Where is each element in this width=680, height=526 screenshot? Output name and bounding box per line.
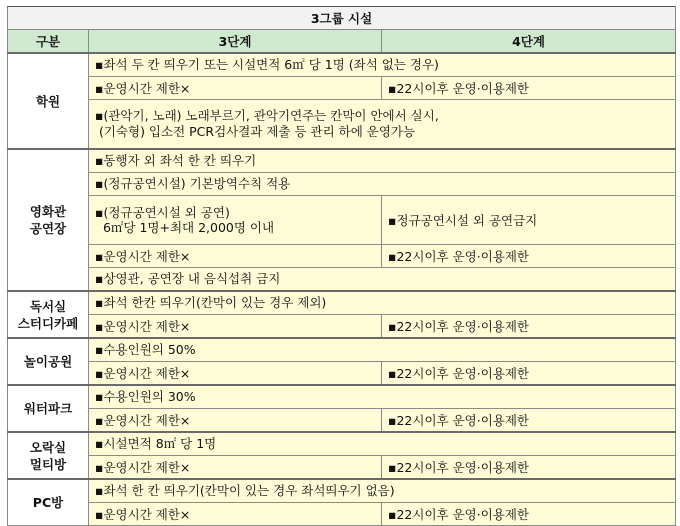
table-title: 3그룹 시설	[8, 7, 676, 30]
rule-cell-span: ▪동행자 외 좌석 한 칸 띄우기	[89, 149, 676, 173]
rule-cell-stage4: ▪22시이후 운영·이용제한	[382, 362, 676, 386]
table-row	[8, 77, 676, 100]
rule-cell-stage3: ▪운영시간 제한×	[89, 315, 382, 339]
table-row	[8, 268, 676, 292]
table-row	[8, 173, 676, 196]
table-row	[8, 291, 676, 315]
table-row	[8, 362, 676, 386]
table-row	[8, 479, 676, 503]
rule-cell-span: ▪(관악기, 노래) 노래부르기, 관악기연주는 칸막이 안에서 실시, (기숙형) 입소전 PCR검사결과 제출 등 관리 하에 운영가능	[89, 100, 676, 150]
table-row	[8, 149, 676, 173]
rule-cell-stage4: ▪정규공연시설 외 공연금지	[382, 196, 676, 245]
title-row	[8, 7, 676, 30]
category-cell: 워터파크	[8, 385, 89, 432]
table-row	[8, 196, 676, 245]
table-row	[8, 409, 676, 433]
rule-cell-span: ▪수용인원의 30%	[89, 385, 676, 409]
rule-cell-stage3: ▪운영시간 제한×	[89, 362, 382, 386]
table-row	[8, 456, 676, 480]
rule-cell-stage3: ▪운영시간 제한×	[89, 409, 382, 433]
table-row	[8, 53, 676, 77]
rule-cell-stage4: ▪22시이후 운영·이용제한	[382, 409, 676, 433]
header-row	[8, 30, 676, 54]
rule-cell-span: ▪좌석 두 칸 띄우기 또는 시설면적 6㎡ 당 1명 (좌석 없는 경우)	[89, 53, 676, 77]
rule-cell-span: ▪시설면적 8㎡ 당 1명	[89, 432, 676, 456]
header-stage4: 4단계	[382, 30, 676, 54]
rule-cell-span: ▪좌석 한칸 띄우기(칸막이 있는 경우 제외)	[89, 291, 676, 315]
rule-cell-stage3: ▪운영시간 제한×	[89, 503, 382, 526]
rule-cell-span: ▪상영관, 공연장 내 음식섭취 금지	[89, 268, 676, 292]
category-cell: 오락실 멀티방	[8, 432, 89, 479]
category-cell: PC방	[8, 479, 89, 526]
facility-rules-table	[7, 6, 676, 526]
table-row	[8, 338, 676, 362]
rule-cell-span: ▪좌석 한 칸 띄우기(칸막이 있는 경우 좌석띄우기 없음)	[89, 479, 676, 503]
rule-cell-stage4: ▪22시이후 운영·이용제한	[382, 456, 676, 480]
header-category: 구분	[8, 30, 89, 54]
table-row	[8, 385, 676, 409]
table-row	[8, 432, 676, 456]
table-row	[8, 100, 676, 150]
rule-cell-stage4: ▪22시이후 운영·이용제한	[382, 315, 676, 339]
rule-cell-stage4: ▪22시이후 운영·이용제한	[382, 503, 676, 526]
table-row	[8, 503, 676, 526]
rule-cell-span: ▪수용인원의 50%	[89, 338, 676, 362]
rule-cell-stage3: ▪(정규공연시설 외 공연) 6㎡당 1명+최대 2,000명 이내	[89, 196, 382, 245]
table-row	[8, 245, 676, 268]
rule-cell-stage3: ▪운영시간 제한×	[89, 245, 382, 268]
category-cell: 독서실 스터디카페	[8, 291, 89, 338]
rule-cell-stage4: ▪22시이후 운영·이용제한	[382, 245, 676, 268]
rule-cell-span: ▪(정규공연시설) 기본방역수칙 적용	[89, 173, 676, 196]
rule-cell-stage3: ▪운영시간 제한×	[89, 456, 382, 480]
header-stage3: 3단계	[89, 30, 382, 54]
category-cell: 놀이공원	[8, 338, 89, 385]
table-body	[8, 7, 676, 526]
table-row	[8, 315, 676, 339]
category-cell: 영화관 공연장	[8, 149, 89, 291]
rule-cell-stage3: ▪운영시간 제한×	[89, 77, 382, 100]
rule-cell-stage4: ▪22시이후 운영·이용제한	[382, 77, 676, 100]
category-cell: 학원	[8, 53, 89, 149]
